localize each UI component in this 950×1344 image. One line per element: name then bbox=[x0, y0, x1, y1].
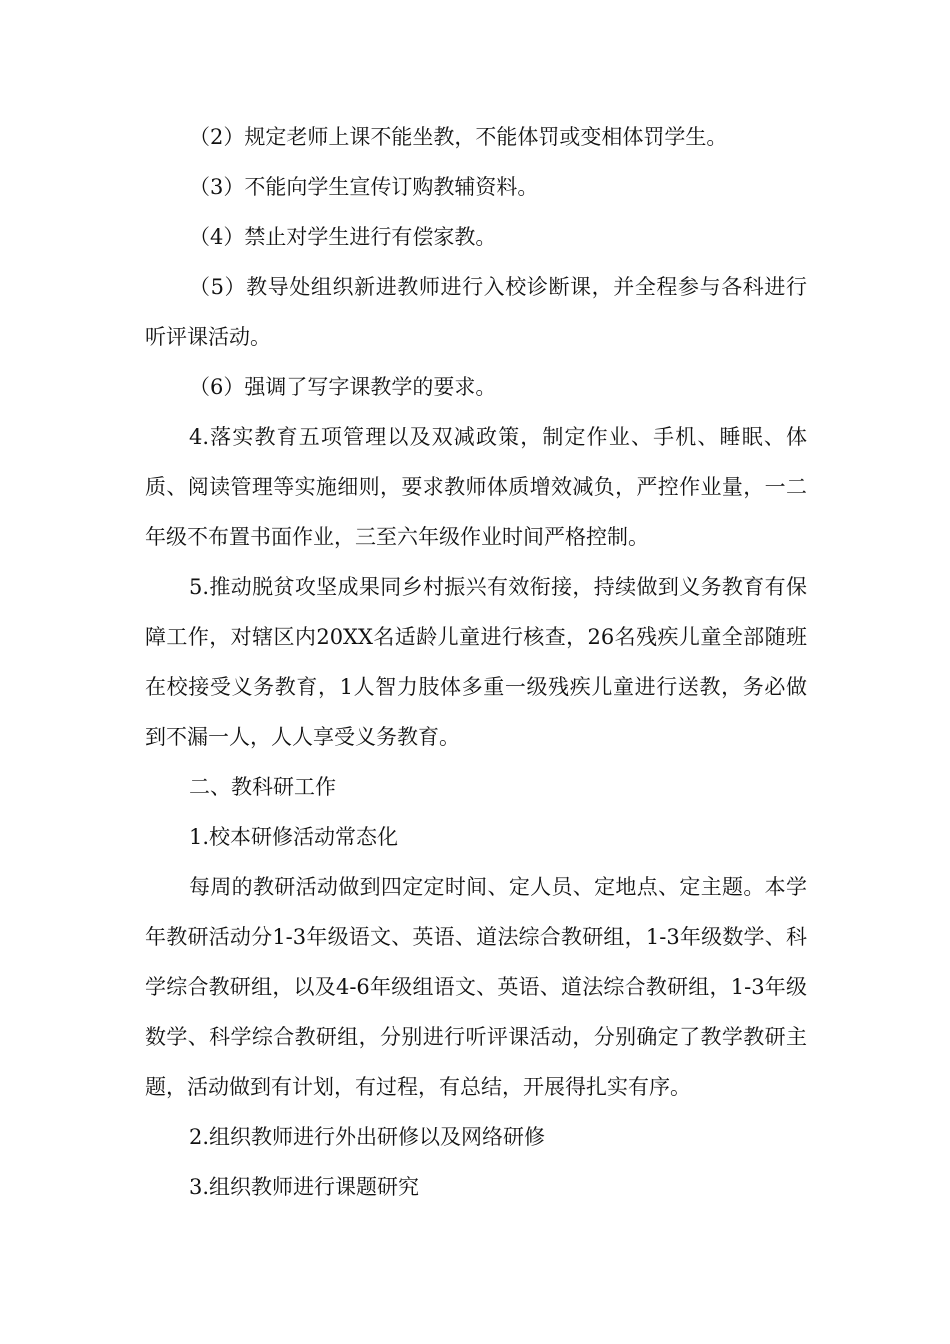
paragraph-rule-5: （5）教导处组织新进教师进行入校诊断课，并全程参与各科进行听评课活动。 bbox=[145, 275, 807, 349]
paragraph-rule-6: （6）强调了写字课教学的要求。 bbox=[189, 375, 497, 399]
paragraph-rule-2: （2）规定老师上课不能坐教，不能体罚或变相体罚学生。 bbox=[189, 125, 728, 149]
subheading-school-training: 1.校本研修活动常态化 bbox=[189, 825, 399, 849]
paragraph-weekly-research: 每周的教研活动做到四定定时间、定人员、定地点、定主题。本学年教研活动分1-3年级语文、英语、道法综合教研组，1-3年级数学、科学综合教研组，以及4-6年级组语文、英语、道法综合教研组，1-3年级数学、科学综合教研组，分别进行听评课活动，分别确定了教学教研主题，活动做到有计划，有过程，有总结，开展得扎实有序。 bbox=[145, 875, 807, 1099]
paragraph-item-4: 4.落实教育五项管理以及双减政策，制定作业、手机、睡眠、体质、阅读管理等实施细则，要求教师体质增效减负，严控作业量，一二年级不布置书面作业，三至六年级作业时间严格控制。 bbox=[145, 425, 807, 549]
section-heading-research: 二、教科研工作 bbox=[189, 775, 336, 799]
document-body bbox=[145, 112, 807, 1212]
paragraph-item-5: 5.推动脱贫攻坚成果同乡村振兴有效衔接，持续做到义务教育有保障工作，对辖区内20XX名适龄儿童进行核查，26名残疾儿童全部随班在校接受义务教育，1人智力肢体多重一级残疾儿童进行送教，务必做到不漏一人，人人享受义务教育。 bbox=[145, 575, 807, 749]
subheading-external-training: 2.组织教师进行外出研修以及网络研修 bbox=[189, 1125, 546, 1149]
subheading-topic-research: 3.组织教师进行课题研究 bbox=[189, 1175, 420, 1199]
paragraph-rule-3: （3）不能向学生宣传订购教辅资料。 bbox=[189, 175, 539, 199]
paragraph-rule-4: （4）禁止对学生进行有偿家教。 bbox=[189, 225, 497, 249]
